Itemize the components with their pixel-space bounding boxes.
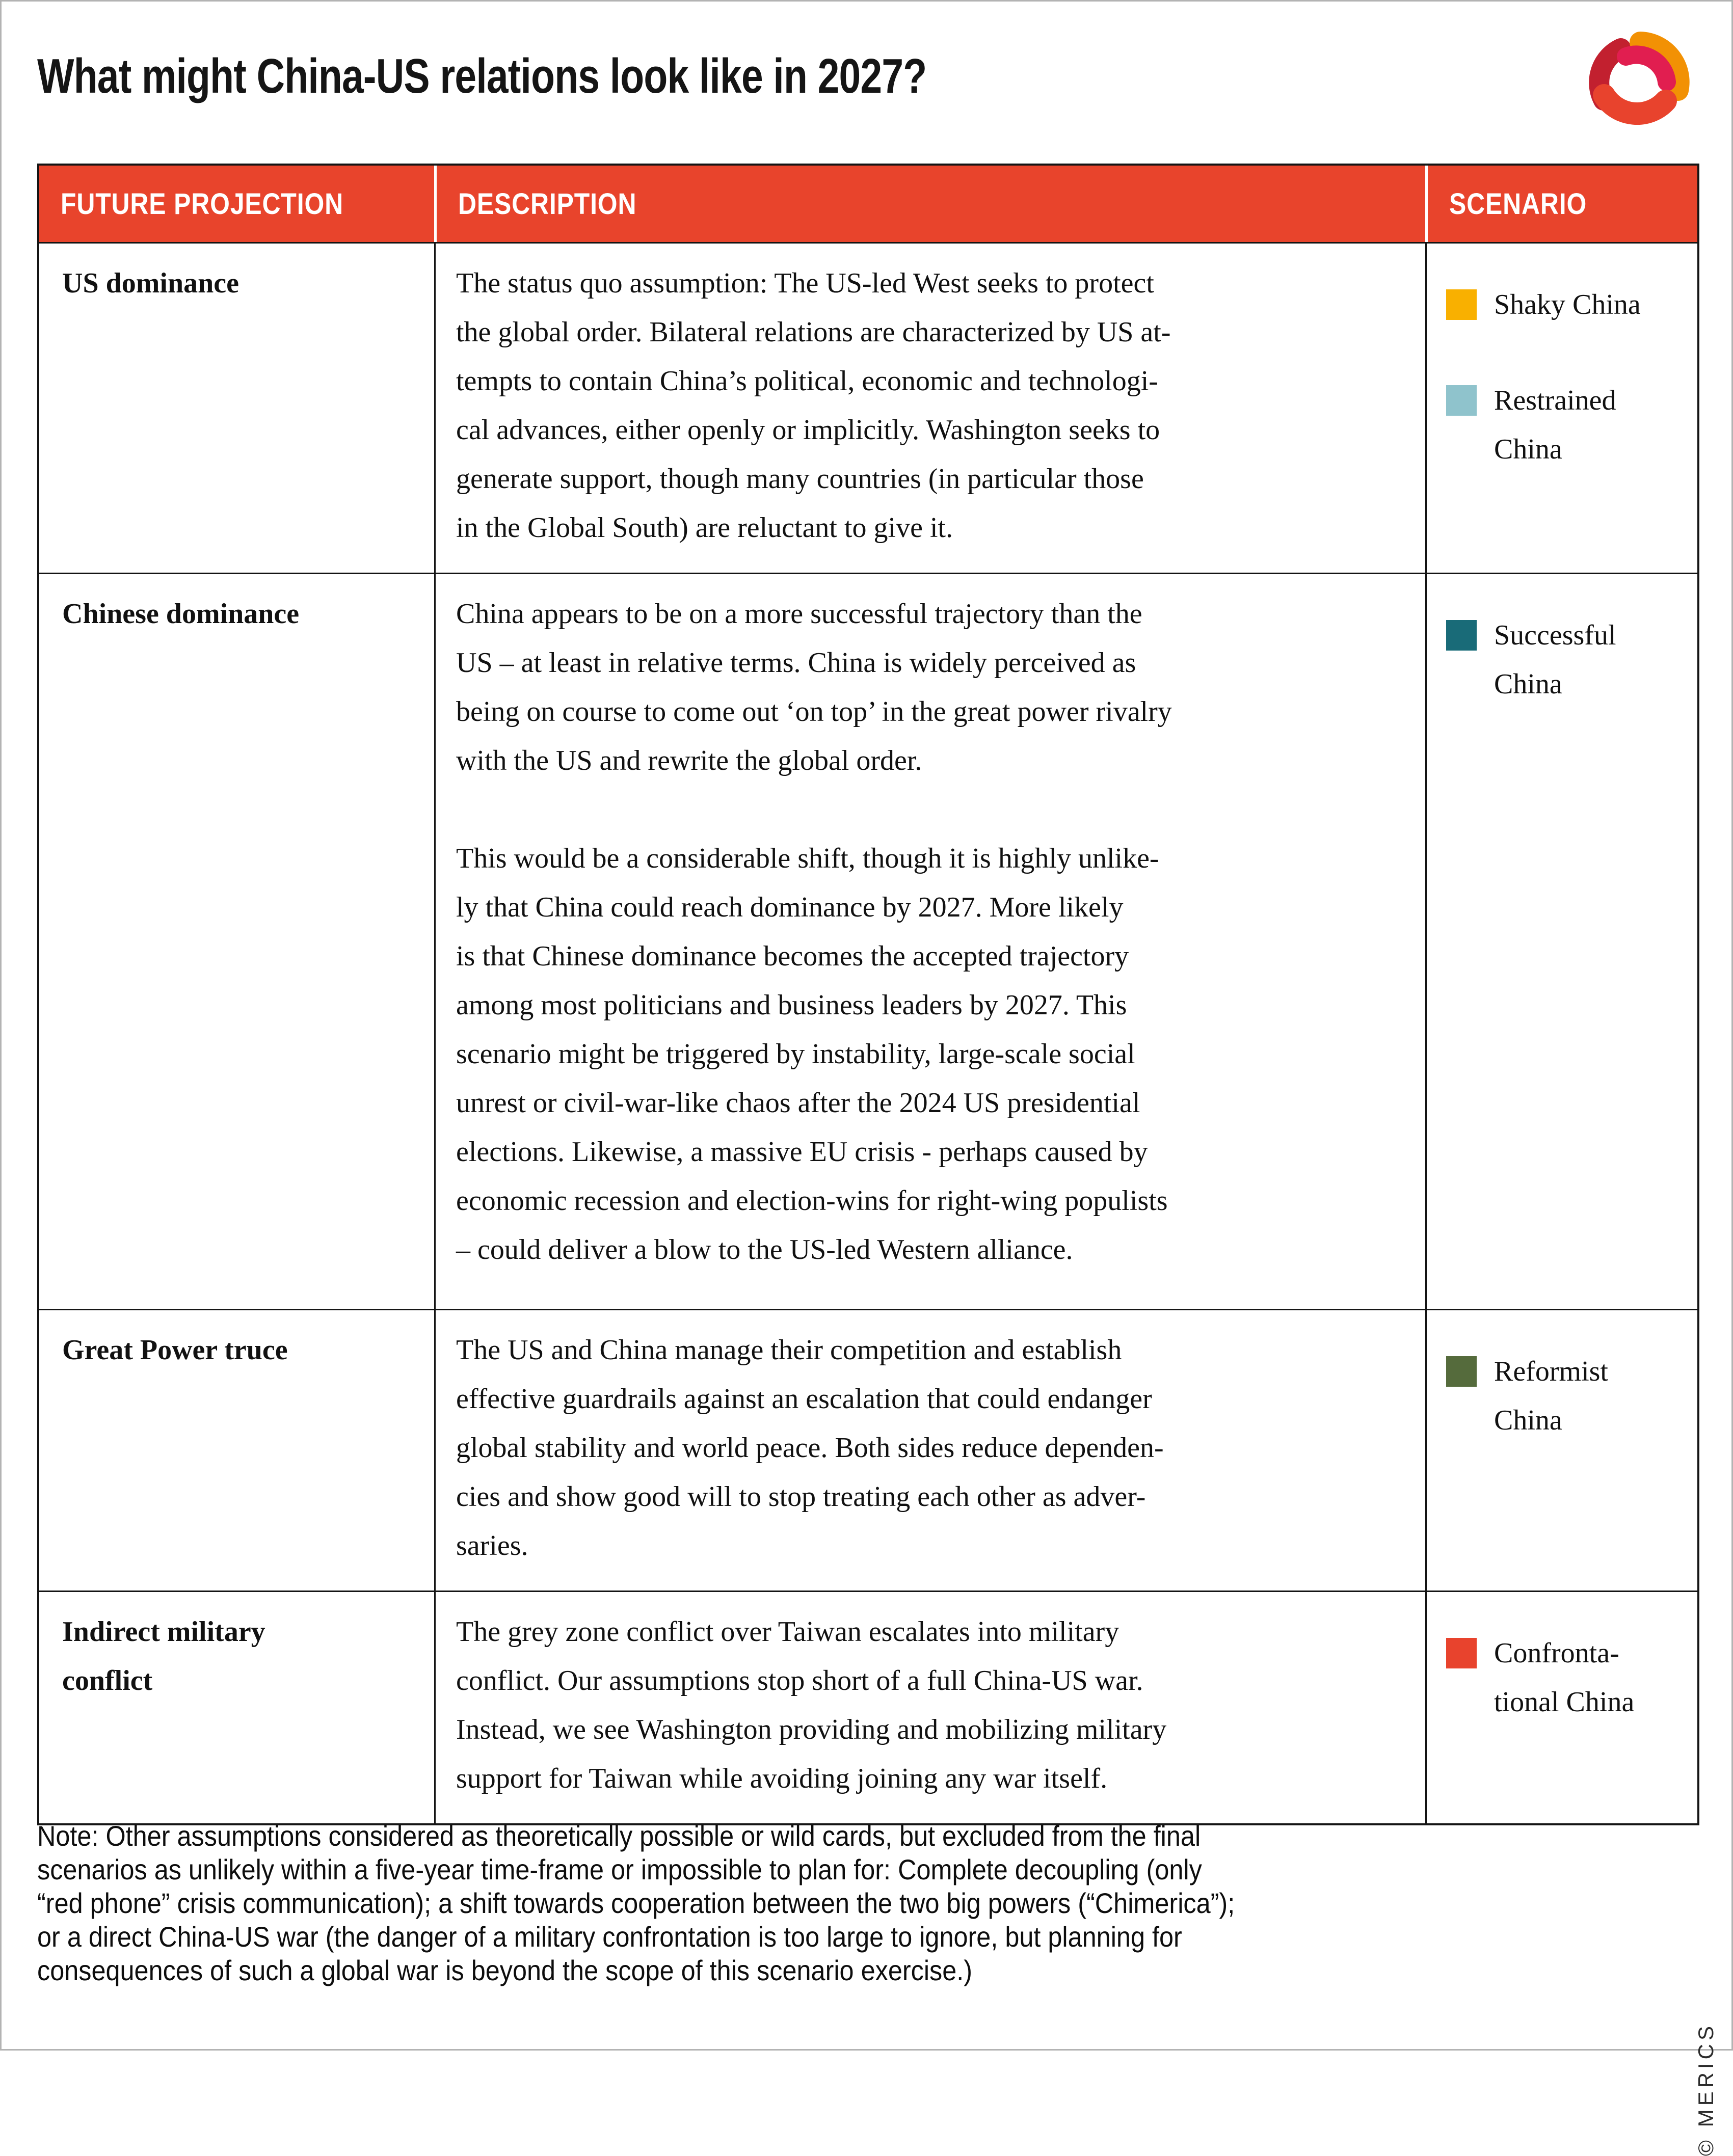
scenario-label: Successful China <box>1494 619 1616 700</box>
page-title: What might China-US relations look like in 2027? <box>37 49 927 103</box>
projection-label: Chinese dominance <box>62 598 300 630</box>
scenario-label: Shaky China <box>1494 289 1641 320</box>
projection-label: Great Power truce <box>62 1334 288 1366</box>
scenario-cell <box>1425 1309 1697 1591</box>
description-paragraph: The grey zone conflict over Taiwan escalates into military conflict. Our assumptions stop short of a full China-US war. Instead, we see Washington providing and mobilizing military support for Taiwan while avoiding joining any war itself. <box>456 1616 1167 1794</box>
table-row-indirect-military-conflict <box>39 1591 1697 1823</box>
description-cell <box>434 1591 1425 1823</box>
scenario-table <box>37 164 1699 1825</box>
table-row-chinese-dominance <box>39 573 1697 1309</box>
column-header-future-projection <box>39 166 434 242</box>
scenario-item <box>1446 376 1687 474</box>
projection-cell <box>39 573 434 1309</box>
projection-cell <box>39 1309 434 1591</box>
scenario-label: Reformist China <box>1494 1356 1608 1436</box>
column-header-scenario <box>1425 166 1697 242</box>
scenario-item <box>1446 611 1687 709</box>
projection-cell <box>39 1591 434 1823</box>
footnote: Note: Other assumptions considered as theoretically possible or wild cards, but excluded from the final scenarios as unlikely within a five-year time-frame or impossible to plan for: Complete decoupling (only “red phone” crisis communication); a shift towards cooperation between the two big powers (“Chimerica”); or a direct China-US war (the danger of a military confrontation is too large to ignore, but planning for consequences of such a global war is beyond the scope of this scenario exercise.) <box>37 1820 1235 1986</box>
column-header-label: SCENARIO <box>1449 187 1587 221</box>
scenario-item <box>1446 1629 1687 1727</box>
column-header-label: DESCRIPTION <box>458 187 637 221</box>
description-paragraph: This would be a considerable shift, though it is highly unlike- ly that China could reach dominance by 2027. More likely is that Chinese dominance becomes the accepted trajectory among most politicians and business leaders by 2027. This scenario might be triggered by instability, large-scale social unrest or civil-war-like chaos after the 2024 US presidential elections. Likewise, a massive EU crisis - perhaps caused by economic recession and election-wins for right-wing populists – could deliver a blow to the US-led Western alliance. <box>456 843 1168 1265</box>
table-row-us-dominance <box>39 242 1697 573</box>
scenario-color-swatch <box>1446 620 1477 651</box>
scenario-cell <box>1425 242 1697 573</box>
projection-label: Indirect military conflict <box>62 1616 265 1696</box>
scenario-label: Confronta- tional China <box>1494 1637 1635 1718</box>
table-header-row <box>39 166 1697 242</box>
description-paragraph: The US and China manage their competition and establish effective guardrails against an escalation that could endanger global stability and world peace. Both sides reduce dependen- cies and show good will to stop treating each other as adver- saries. <box>456 1334 1164 1561</box>
description-cell <box>434 1309 1425 1591</box>
scenario-color-swatch <box>1446 1638 1477 1668</box>
scenario-cell <box>1425 573 1697 1309</box>
projection-label: US dominance <box>62 267 239 299</box>
column-header-label: FUTURE PROJECTION <box>61 187 344 221</box>
scenario-color-swatch <box>1446 1356 1477 1387</box>
copyright-credit: © MERICS <box>1694 2023 1718 2156</box>
column-header-description <box>434 166 1425 242</box>
scenario-label: Restrained China <box>1494 385 1616 465</box>
scenario-item <box>1446 280 1687 329</box>
projection-cell <box>39 242 434 573</box>
description-cell <box>434 573 1425 1309</box>
merics-logo-icon <box>1590 33 1697 135</box>
scenario-cell <box>1425 1591 1697 1823</box>
description-paragraph: China appears to be on a more successful trajectory than the US – at least in relative terms. China is widely perceived as being on course to come out ‘on top’ in the great power rivalry with the US and rewrite the global order. <box>456 598 1172 776</box>
description-paragraph: The status quo assumption: The US-led West seeks to protect the global order. Bilateral relations are characterized by US at- tempts to contain China’s political, economic and technologi- cal advances, either openly or implicitly. Washington seeks to generate support, though many countries (in particular those in the Global South) are reluctant to give it. <box>456 267 1171 544</box>
scenario-color-swatch <box>1446 289 1477 320</box>
description-cell <box>434 242 1425 573</box>
scenario-color-swatch <box>1446 385 1477 416</box>
table-row-great-power-truce <box>39 1309 1697 1591</box>
scenario-item <box>1446 1347 1687 1445</box>
